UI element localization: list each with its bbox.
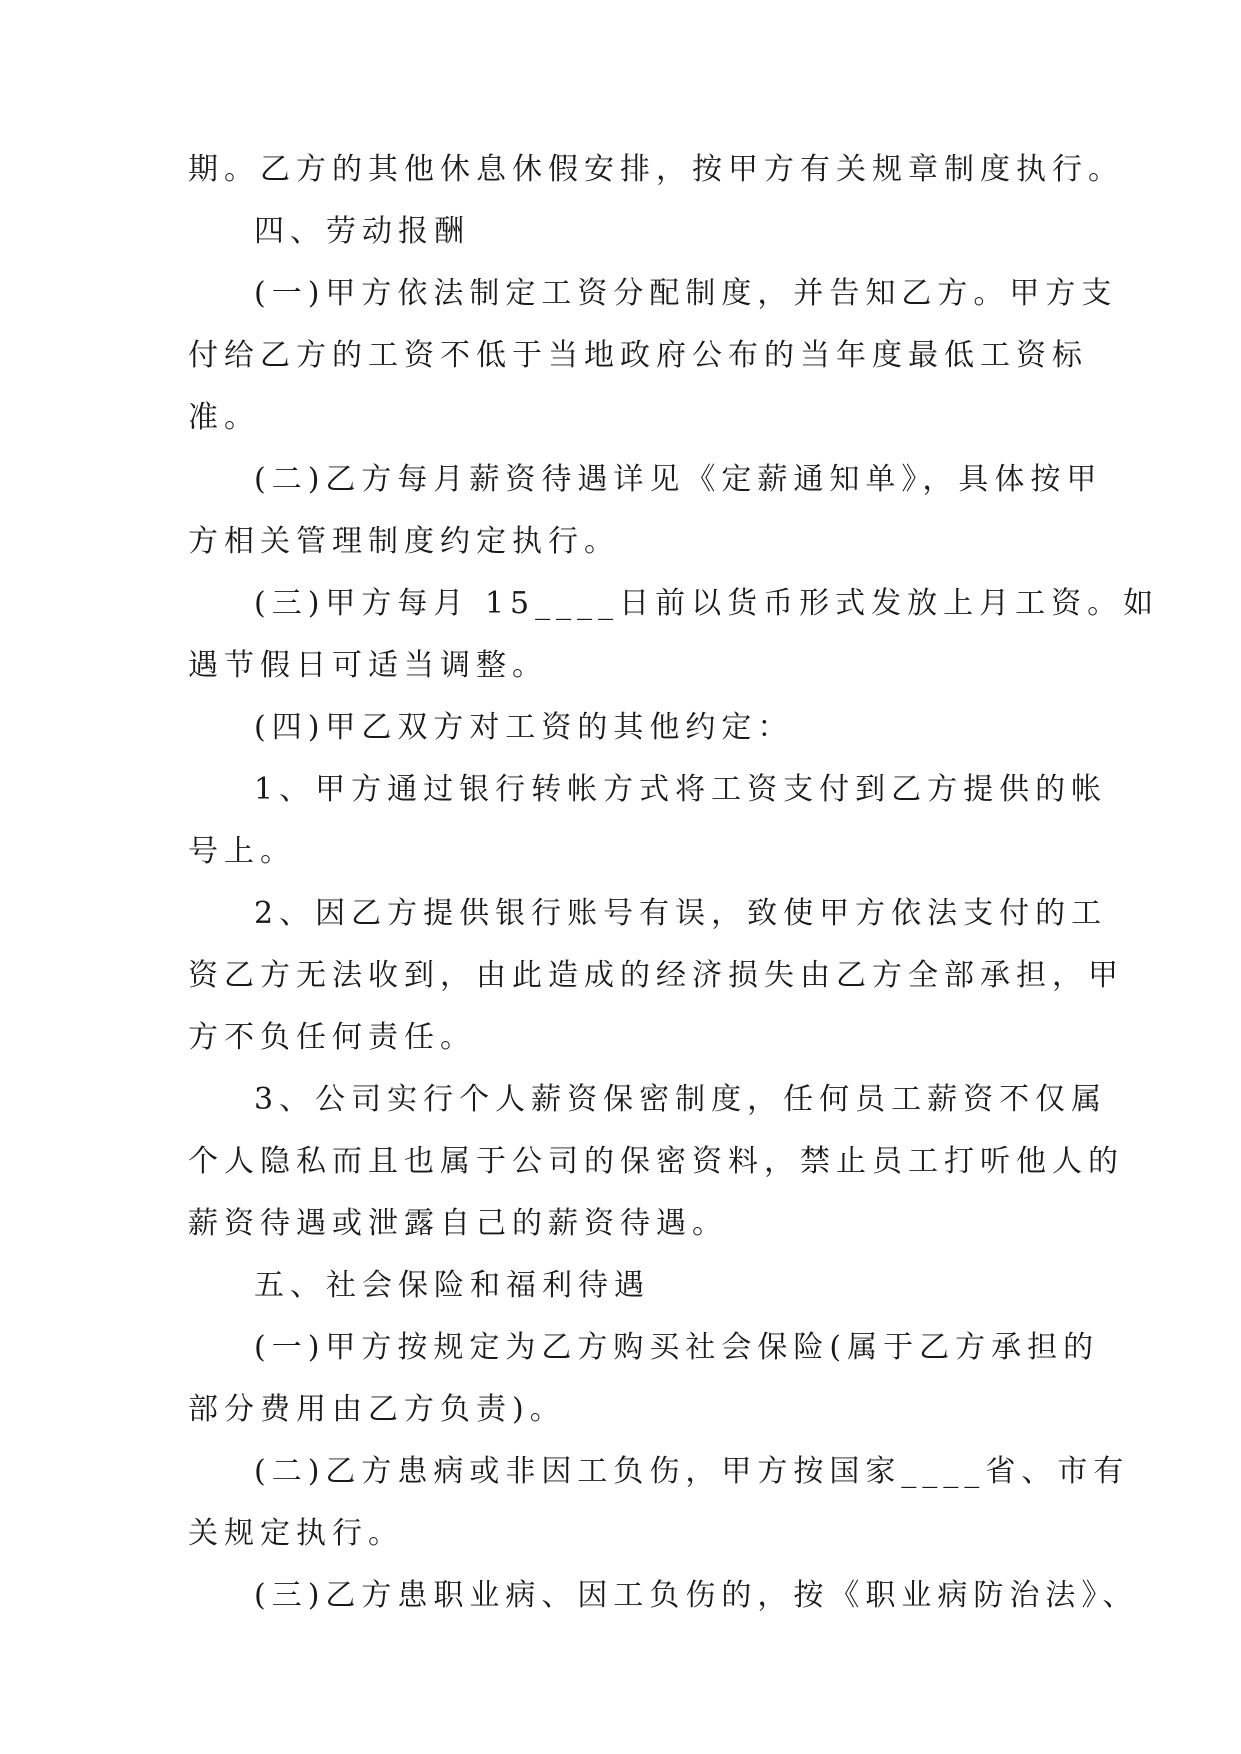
text-line: 部分费用由乙方负责)。 bbox=[188, 1392, 566, 1427]
text-line: 准。 bbox=[188, 400, 260, 435]
text-line: 个人隐私而且也属于公司的保密资料，禁止员工打听他人的 bbox=[188, 1144, 1124, 1179]
text-line: 资乙方无法收到，由此造成的经济损失由乙方全部承担，甲 bbox=[188, 958, 1124, 993]
text-line: 号上。 bbox=[188, 834, 296, 869]
text-line: (三)乙方患职业病、因工负伤的，按《职业病防治法》、 bbox=[254, 1578, 1139, 1613]
text-line: 方相关管理制度约定执行。 bbox=[188, 524, 620, 559]
text-line: (二)乙方每月薪资待遇详见《定薪通知单》，具体按甲 bbox=[254, 462, 1103, 497]
text-line: 付给乙方的工资不低于当地政府公布的当年度最低工资标 bbox=[188, 338, 1088, 373]
text-line: 五、社会保险和福利待遇 bbox=[254, 1268, 650, 1303]
text-line: (四)甲乙双方对工资的其他约定： bbox=[254, 710, 794, 745]
text-line: 遇节假日可适当调整。 bbox=[188, 648, 548, 683]
document-body bbox=[188, 150, 1160, 1616]
text-line: (三)甲方每月 15____日前以货币形式发放上月工资。如 bbox=[254, 586, 1160, 621]
text-line: 关规定执行。 bbox=[188, 1516, 404, 1551]
text-line: (二)乙方患病或非因工负伤，甲方按国家____省、市有 bbox=[254, 1454, 1130, 1489]
text-line: 1、甲方通过银行转帐方式将工资支付到乙方提供的帐 bbox=[254, 772, 1108, 807]
text-line: (一)甲方依法制定工资分配制度，并告知乙方。甲方支 bbox=[254, 276, 1118, 311]
text-line: 四、劳动报酬 bbox=[254, 214, 470, 249]
text-line: 2、因乙方提供银行账号有误，致使甲方依法支付的工 bbox=[254, 896, 1108, 931]
text-line: 方不负任何责任。 bbox=[188, 1020, 476, 1055]
text-line: 3、公司实行个人薪资保密制度，任何员工薪资不仅属 bbox=[254, 1082, 1108, 1117]
text-line: (一)甲方按规定为乙方购买社会保险(属于乙方承担的 bbox=[254, 1330, 1100, 1365]
text-line: 期。乙方的其他休息休假安排，按甲方有关规章制度执行。 bbox=[188, 152, 1124, 187]
text-line: 薪资待遇或泄露自己的薪资待遇。 bbox=[188, 1206, 728, 1241]
